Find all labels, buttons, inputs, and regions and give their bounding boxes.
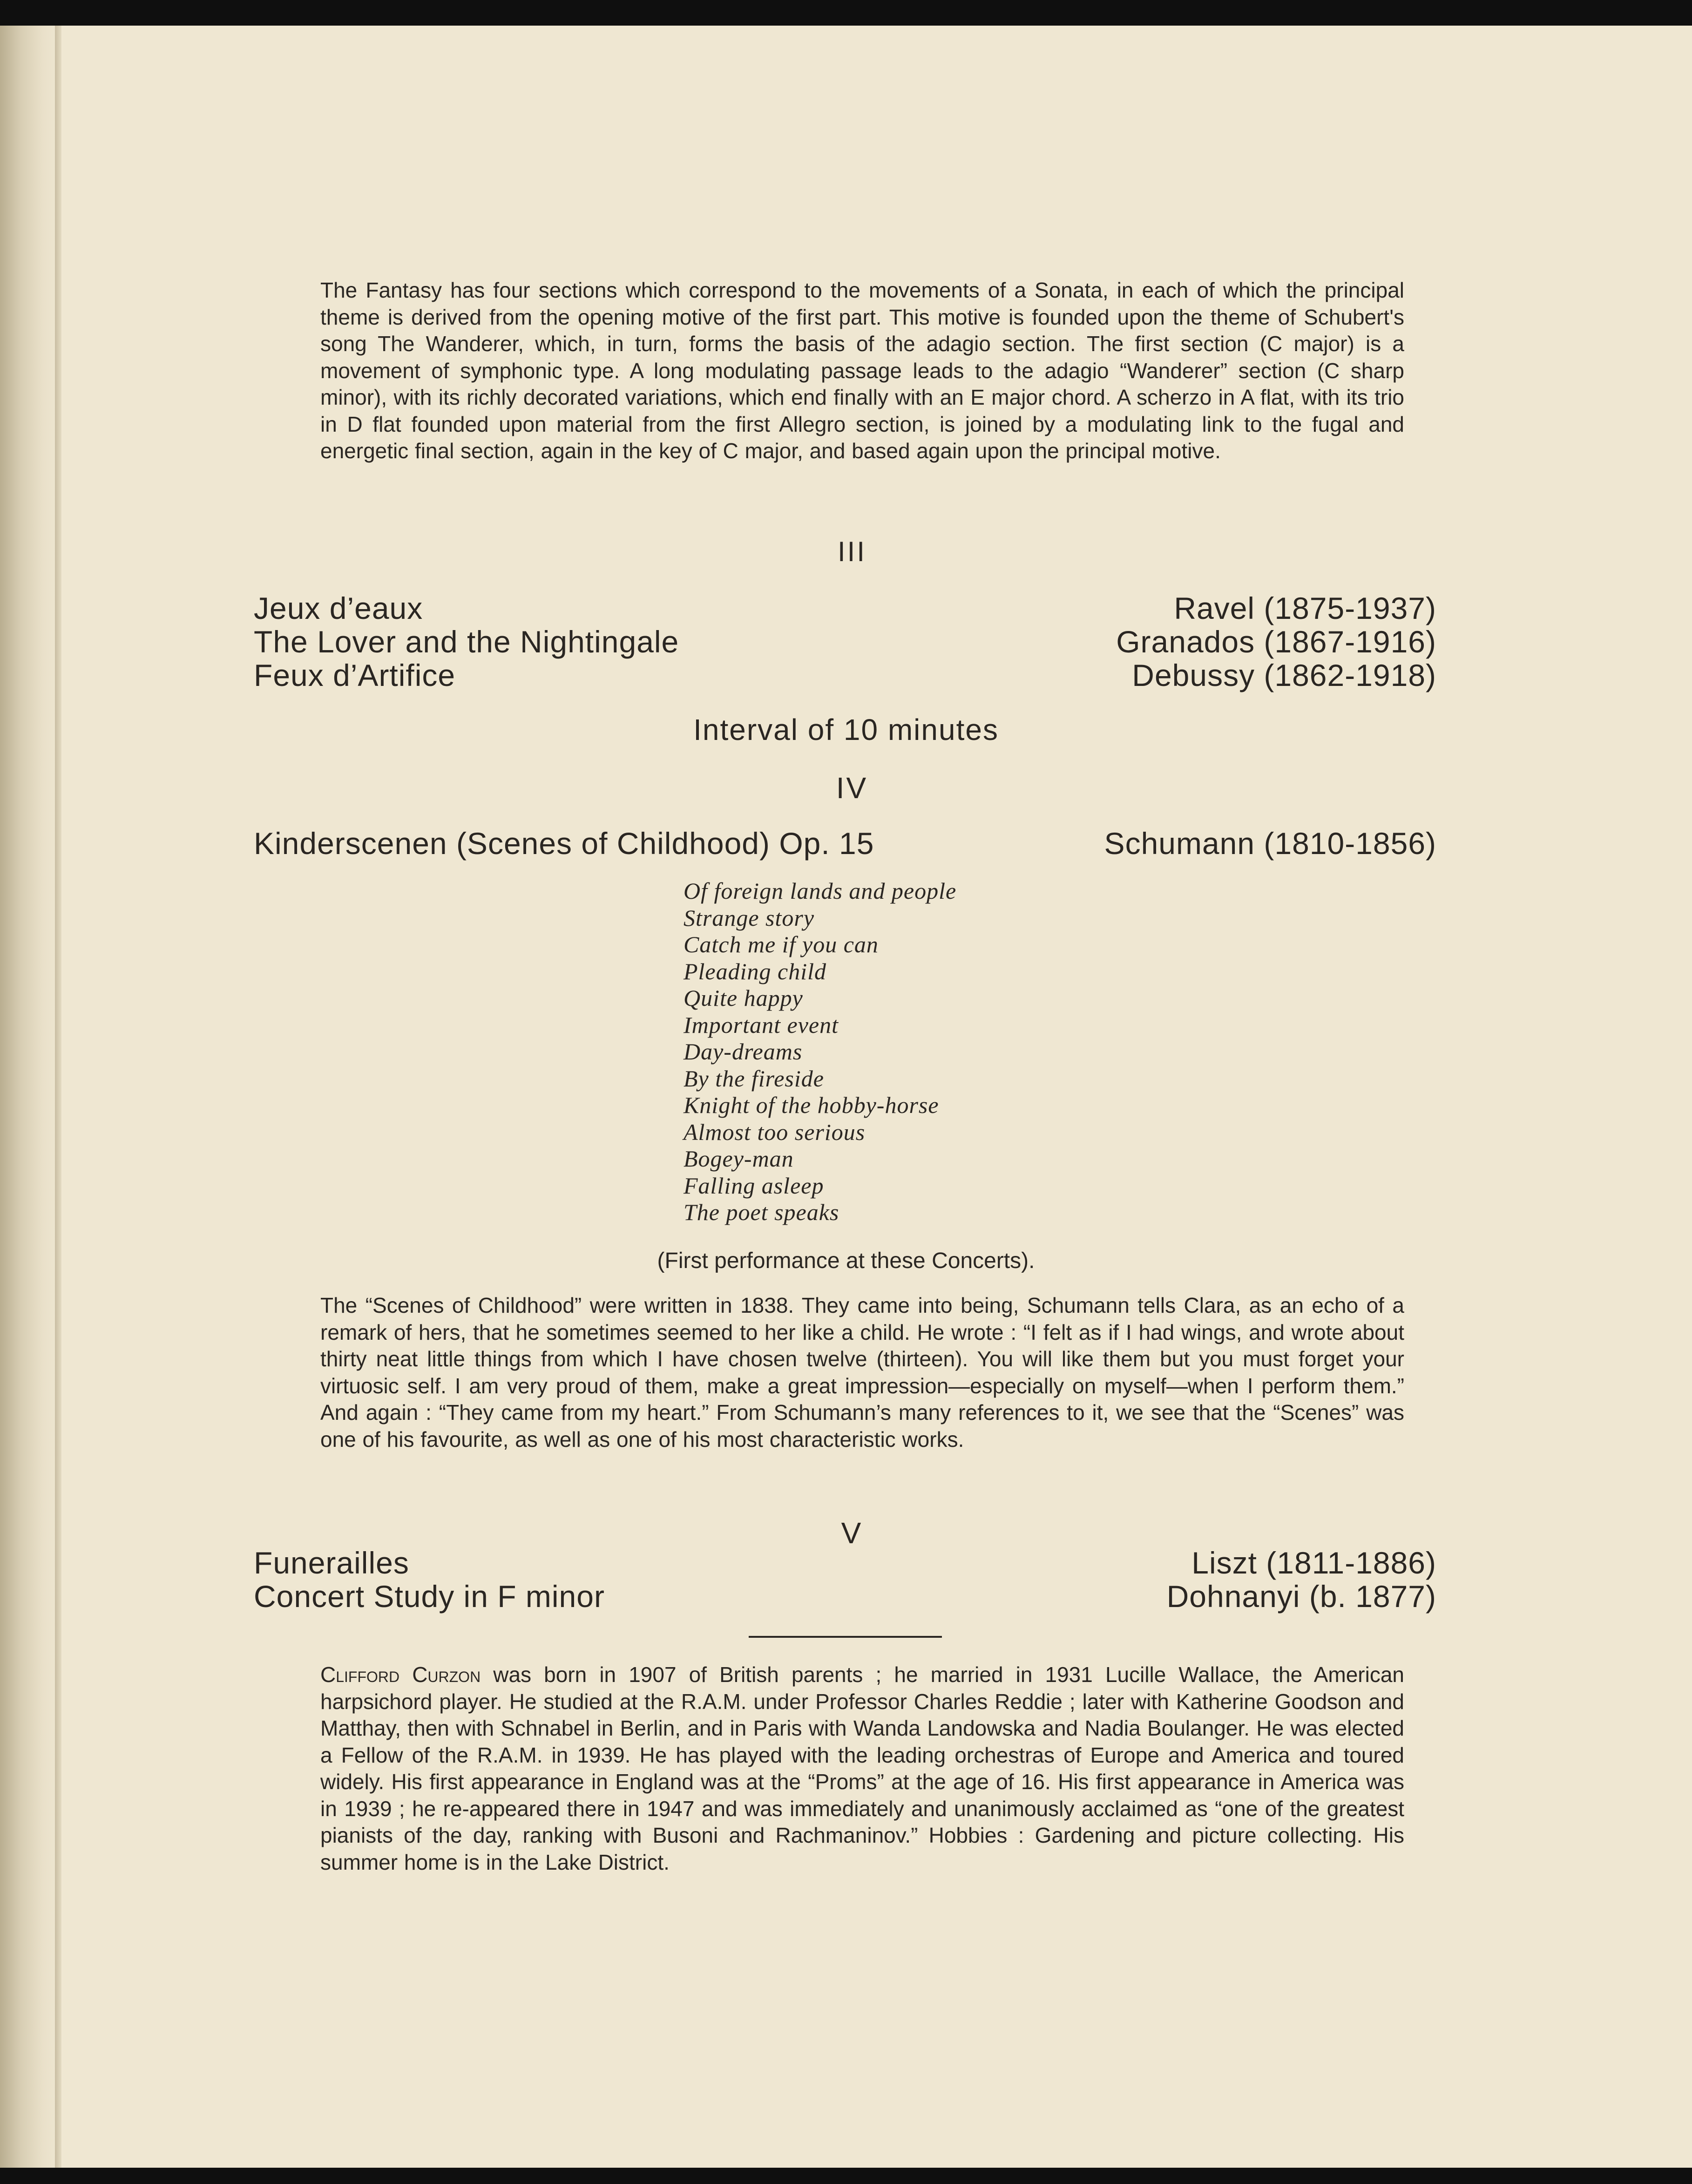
movement-title: Almost too serious xyxy=(684,1119,866,1145)
section-v-works xyxy=(254,1546,1436,1613)
artist-name: Clifford Curzon xyxy=(320,1662,481,1687)
composer: Debussy (1862-1918) xyxy=(1132,658,1436,692)
composer: Liszt (1811-1886) xyxy=(1191,1546,1436,1580)
work-title: Feux d’Artifice xyxy=(254,658,456,692)
movement-title: Knight of the hobby-horse xyxy=(684,1092,939,1118)
scenes-description: The “Scenes of Childhood” were written in 1838. They came into being, Schumann tells Clara, as an echo of a remark of hers, that he sometimes seemed to her like a child. He wrote : “I felt as if I had wings, and wrote about thirty neat little things from which I have chosen twelve (thirteen). You will like them but you must forget your virtuosic self. I am very proud of them, make a great impression—especially on myself—when I perform them.” And again : “They came from my heart.” From Schumann’s many references to it, we see that the “Scenes” was one of his favourite, as well as one of his most characteristic works. xyxy=(320,1293,1404,1451)
section-iii-titles xyxy=(254,591,679,692)
work-title: Jeux d’eaux xyxy=(254,591,423,625)
artist-biography xyxy=(320,1662,1404,1876)
movement-title: By the fireside xyxy=(684,1065,824,1092)
section-numeral-iv: IV xyxy=(836,771,868,805)
section-v-composers xyxy=(1167,1546,1436,1613)
movement-title: Bogey-man xyxy=(684,1146,794,1172)
section-numeral-iii: III xyxy=(837,536,866,567)
section-numeral-v: V xyxy=(841,1516,863,1550)
section-v-titles xyxy=(254,1546,605,1613)
work-title: Funerailles xyxy=(254,1546,409,1580)
page-edge-shadow xyxy=(0,26,61,2168)
movement-title: Day-dreams xyxy=(684,1038,803,1065)
movement-title: Falling asleep xyxy=(684,1172,824,1199)
section-divider xyxy=(749,1636,942,1638)
movement-list xyxy=(684,878,956,1226)
biography-text: was born in 1907 of British parents ; he married in 1931 Lucille Wallace, the American harpsichord player. He studied at the R.A.M. under Professor Charles Reddie ; later with Katherine Goodson and Matthay, then with Schnabel in Berlin, and in Paris with Wanda Landowska and Nadia Boulanger. He was elected a Fellow of the R.A.M. in 1939. He has played with the leading orchestras of Europe and America and toured widely. His first appearance in England was at the “Proms” at the age of 16. His first appearance in America was in 1939 ; he re-appeared there in 1947 and was immediately and unanimously acclaimed as “one of the greatest pianists of the day, ranking with Busoni and Rachmaninov.” Hobbies : Gardening and picture collecting. His summer home is in the Lake District. xyxy=(320,1662,1404,1874)
composer: Dohnanyi (b. 1877) xyxy=(1166,1579,1436,1614)
first-performance-note: (First performance at these Concerts). xyxy=(657,1248,1035,1273)
movement-title: Important event xyxy=(684,1011,839,1038)
composer: Granados (1867-1916) xyxy=(1116,624,1436,659)
section-iv-work xyxy=(254,827,1436,860)
movement-title: Strange story xyxy=(684,904,815,931)
movement-title: Of foreign lands and people xyxy=(684,878,957,904)
movement-title: Pleading child xyxy=(684,958,826,984)
composer: Ravel (1875-1937) xyxy=(1174,591,1436,625)
work-title: Concert Study in F minor xyxy=(254,1579,605,1614)
work-title: The Lover and the Nightingale xyxy=(254,624,679,659)
fantasy-description: The Fantasy has four sections which correspond to the movements of a Sonata, in each of which the principal theme is derived from the opening motive of the first part. This motive is founded upon the theme of Schubert's song The Wanderer, which, in turn, forms the basis of the adagio section. The first section (C major) is a movement of symphonic type. A long modulating passage leads to the adagio “Wanderer” section (C sharp minor), with its richly decorated variations, which end finally with an E major chord. A scherzo in A flat, with its trio in D flat founded upon material from the first Allegro section, is joined by a modulating link to the fugal and energetic final section, again in the key of C major, and based again upon the principal motive. xyxy=(320,278,1404,463)
work-title: Kinderscenen (Scenes of Childhood) Op. 15 xyxy=(254,826,874,861)
interval-notice: Interval of 10 minutes xyxy=(693,713,999,746)
movement-title: Catch me if you can xyxy=(684,931,879,957)
section-iii-works xyxy=(254,591,1436,692)
movement-title: The poet speaks xyxy=(684,1199,839,1225)
movement-title: Quite happy xyxy=(684,985,803,1011)
composer: Schumann (1810-1856) xyxy=(1104,826,1436,861)
page-fold xyxy=(55,26,61,2168)
section-iii-composers xyxy=(1116,591,1436,692)
